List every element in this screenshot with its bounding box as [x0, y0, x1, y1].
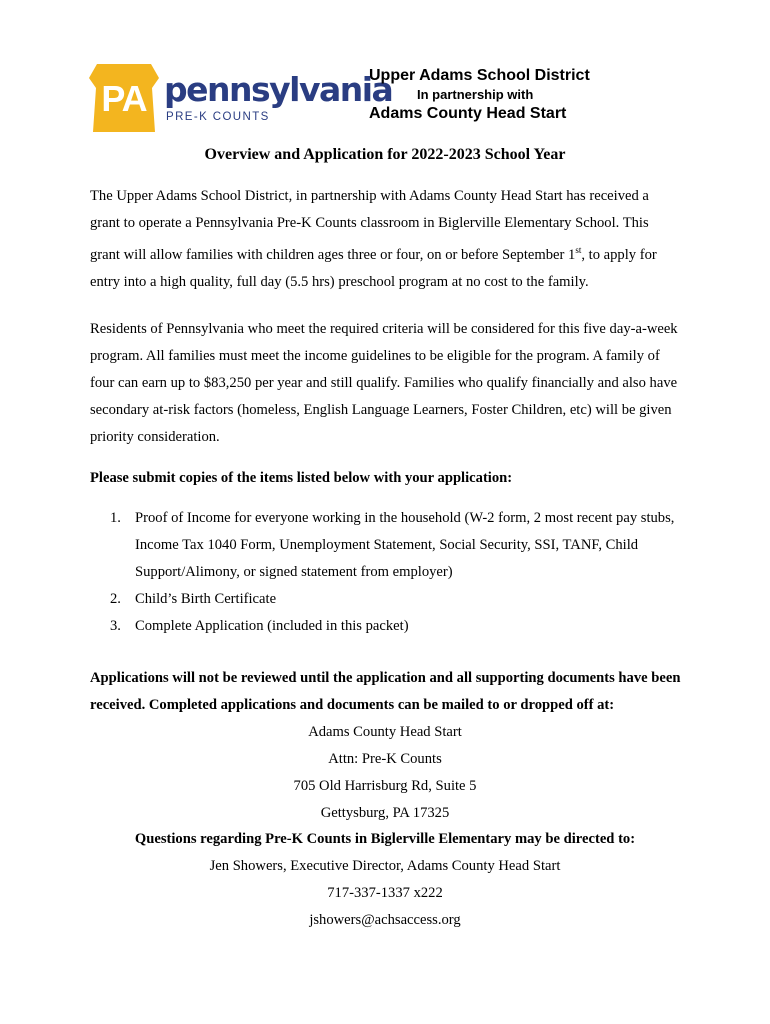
- list-item-number: 3.: [110, 618, 121, 634]
- contact-name: Jen Showers, Executive Director, Adams County Head Start: [209, 858, 561, 874]
- list-item-number: 1.: [110, 510, 121, 526]
- list-item-text: Child’s Birth Certificate: [135, 591, 277, 607]
- list-item-text: Complete Application (included in this packet): [135, 618, 409, 634]
- address-line: 705 Old Harrisburg Rd, Suite 5: [293, 778, 477, 794]
- contact-email: jshowers@achsaccess.org: [309, 912, 461, 928]
- list-item-text: Proof of Income for everyone working in the household (W-2 form, 2 most recent pay stubs, Income Tax 1040 Form, Unemployment Statement, Social Security, SSI, TANF, Child Support/Alimony, or signed statement from employer): [135, 510, 675, 580]
- partner-name: Adams County Head Start: [369, 105, 567, 122]
- list-item: [90, 613, 682, 640]
- logo-wordmark: pennsylvania: [164, 70, 393, 109]
- list-item: [90, 586, 682, 613]
- partnership-label: In partnership with: [417, 87, 534, 102]
- pa-pre-k-counts-logo: [89, 64, 393, 134]
- intro-text-b: , to apply for entry into a high quality, full day (5.5 hrs) preschool program at no cost to the family.: [90, 246, 657, 290]
- intro-paragraph: [90, 183, 682, 296]
- required-items-list: [90, 505, 682, 640]
- district-name: Upper Adams School District: [369, 67, 590, 84]
- submit-heading: Please submit copies of the items listed below with your application:: [90, 470, 513, 486]
- logo-subtitle: PRE-K COUNTS: [166, 111, 270, 123]
- questions-contact: [0, 826, 770, 934]
- logo-mark-text: PA: [101, 78, 147, 119]
- contact-phone: 717-337-1337 x222: [327, 885, 443, 901]
- page-title: Overview and Application for 2022-2023 School Year: [204, 146, 566, 163]
- header-block: [369, 66, 619, 124]
- questions-heading: Questions regarding Pre-K Counts in Biglerville Elementary may be directed to:: [134, 831, 636, 847]
- list-item-number: 2.: [110, 591, 121, 607]
- address-line: Adams County Head Start: [308, 724, 462, 740]
- address-line: Attn: Pre-K Counts: [328, 751, 442, 767]
- list-item: [90, 505, 682, 586]
- mailing-address: [0, 719, 770, 827]
- intro-text-a: The Upper Adams School District, in partnership with Adams County Head Start has received a grant to operate a Pennsylvania Pre-K Counts classroom in Biglerville Elementary School. This grant will allow families with children ages three or four, on or before September 1: [90, 188, 649, 263]
- address-line: Gettysburg, PA 17325: [320, 805, 450, 821]
- intro-superscript: st: [575, 245, 582, 255]
- review-notice: Applications will not be reviewed until the application and all supporting documents have been received. Completed applications and documents can be mailed to or dropped off at:: [90, 670, 681, 713]
- eligibility-paragraph: Residents of Pennsylvania who meet the required criteria will be considered for this five day-a-week program. All families must meet the income guidelines to be eligible for the program. A family of four can earn up to $83,250 per year and still qualify. Families who qualify financially and also have secondary at-risk factors (homeless, English Language Learners, Foster Children, etc) will be given priority consideration.: [90, 321, 678, 445]
